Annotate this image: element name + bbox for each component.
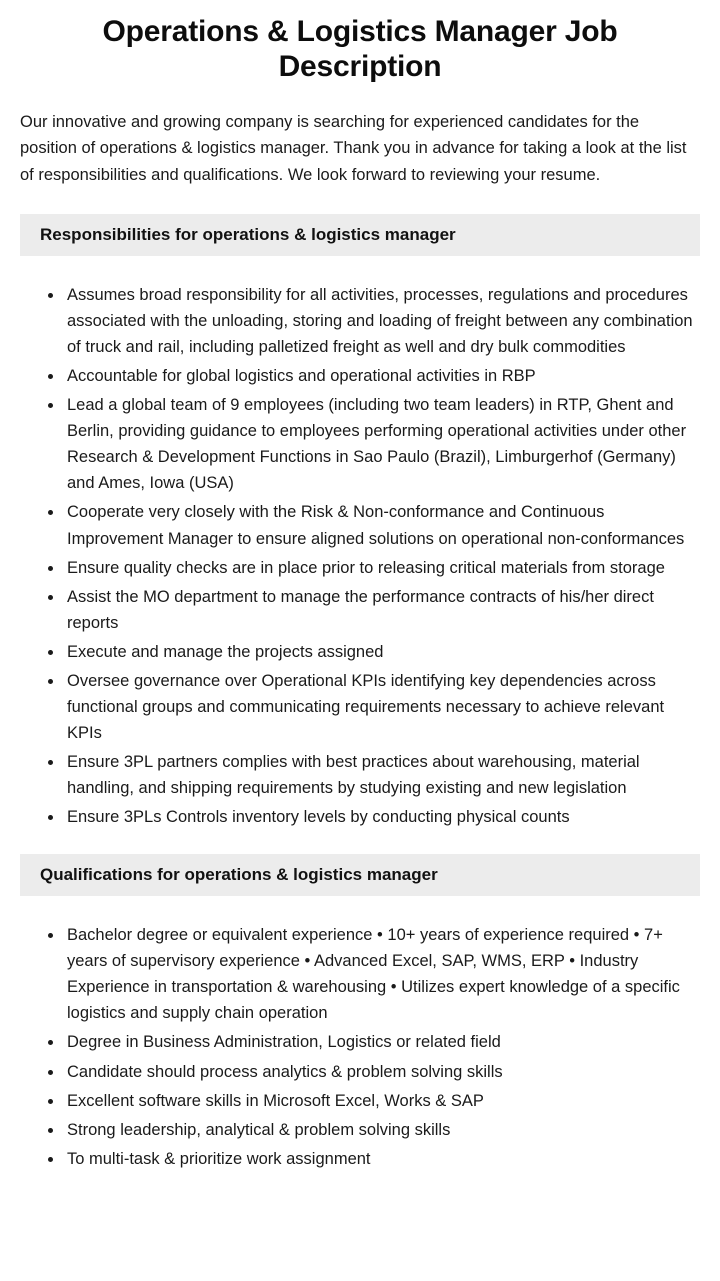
list-item: • Bachelor degree or equivalent experience • 10+ years of experience required • 7+ years of supervisory experience • Advanced Excel, SAP, WMS, ERP • Industry Experience in transportation & warehousing • Utilizes expert knowledge of a specific logistics and supply chain operation [64, 922, 700, 1026]
list-item: • Candidate should process analytics & problem solving skills [64, 1059, 700, 1085]
list-item: • To multi-task & prioritize work assignment [64, 1146, 700, 1172]
intro-paragraph: Our innovative and growing company is searching for experienced candidates for the position of operations & logistics manager. Thank you in advance for taking a look at the list of responsibilities and qualifications. We look forward to reviewing your resume. [20, 112, 687, 184]
list-item: • Cooperate very closely with the Risk & Non-conformance and Continuous Improvement Manager to ensure aligned solutions on operational non-conformances [64, 499, 700, 551]
qualifications-heading: Qualifications for operations & logistics manager [40, 865, 438, 885]
list-item: • Accountable for global logistics and operational activities in RBP [64, 363, 700, 389]
list-item: • Assumes broad responsibility for all activities, processes, regulations and procedures associated with the unloading, storing and loading of freight between any combination of truck and rail, including palletized freight as well and dry bulk commodities [64, 282, 700, 360]
list-item: • Lead a global team of 9 employees (including two team leaders) in RTP, Ghent and Berlin, providing guidance to employees performing operational activities under other Research & Development Functions in Sao Paulo (Brazil), Limburgerhof (Germany) and Ames, Iowa (USA) [64, 392, 700, 496]
responsibilities-list [46, 282, 700, 830]
list-item: • Ensure 3PLs Controls inventory levels by conducting physical counts [64, 804, 700, 830]
responsibilities-section-header [20, 214, 700, 256]
list-item: • Execute and manage the projects assigned [64, 639, 700, 665]
qualifications-list [46, 922, 700, 1172]
list-item: • Excellent software skills in Microsoft Excel, Works & SAP [64, 1088, 700, 1114]
list-item: • Oversee governance over Operational KPIs identifying key dependencies across functional groups and communicating requirements necessary to achieve relevant KPIs [64, 668, 700, 746]
list-item: • Assist the MO department to manage the performance contracts of his/her direct reports [64, 584, 700, 636]
list-item: • Degree in Business Administration, Logistics or related field [64, 1029, 700, 1055]
responsibilities-heading: Responsibilities for operations & logistics manager [40, 224, 456, 244]
page-title: Operations & Logistics Manager Job Description [102, 15, 618, 84]
list-item: • Strong leadership, analytical & problem solving skills [64, 1117, 700, 1143]
list-item: • Ensure quality checks are in place prior to releasing critical materials from storage [64, 555, 700, 581]
list-item: • Ensure 3PL partners complies with best practices about warehousing, material handling, and shipping requirements by studying existing and new legislation [64, 749, 700, 801]
qualifications-section-header [20, 854, 700, 896]
